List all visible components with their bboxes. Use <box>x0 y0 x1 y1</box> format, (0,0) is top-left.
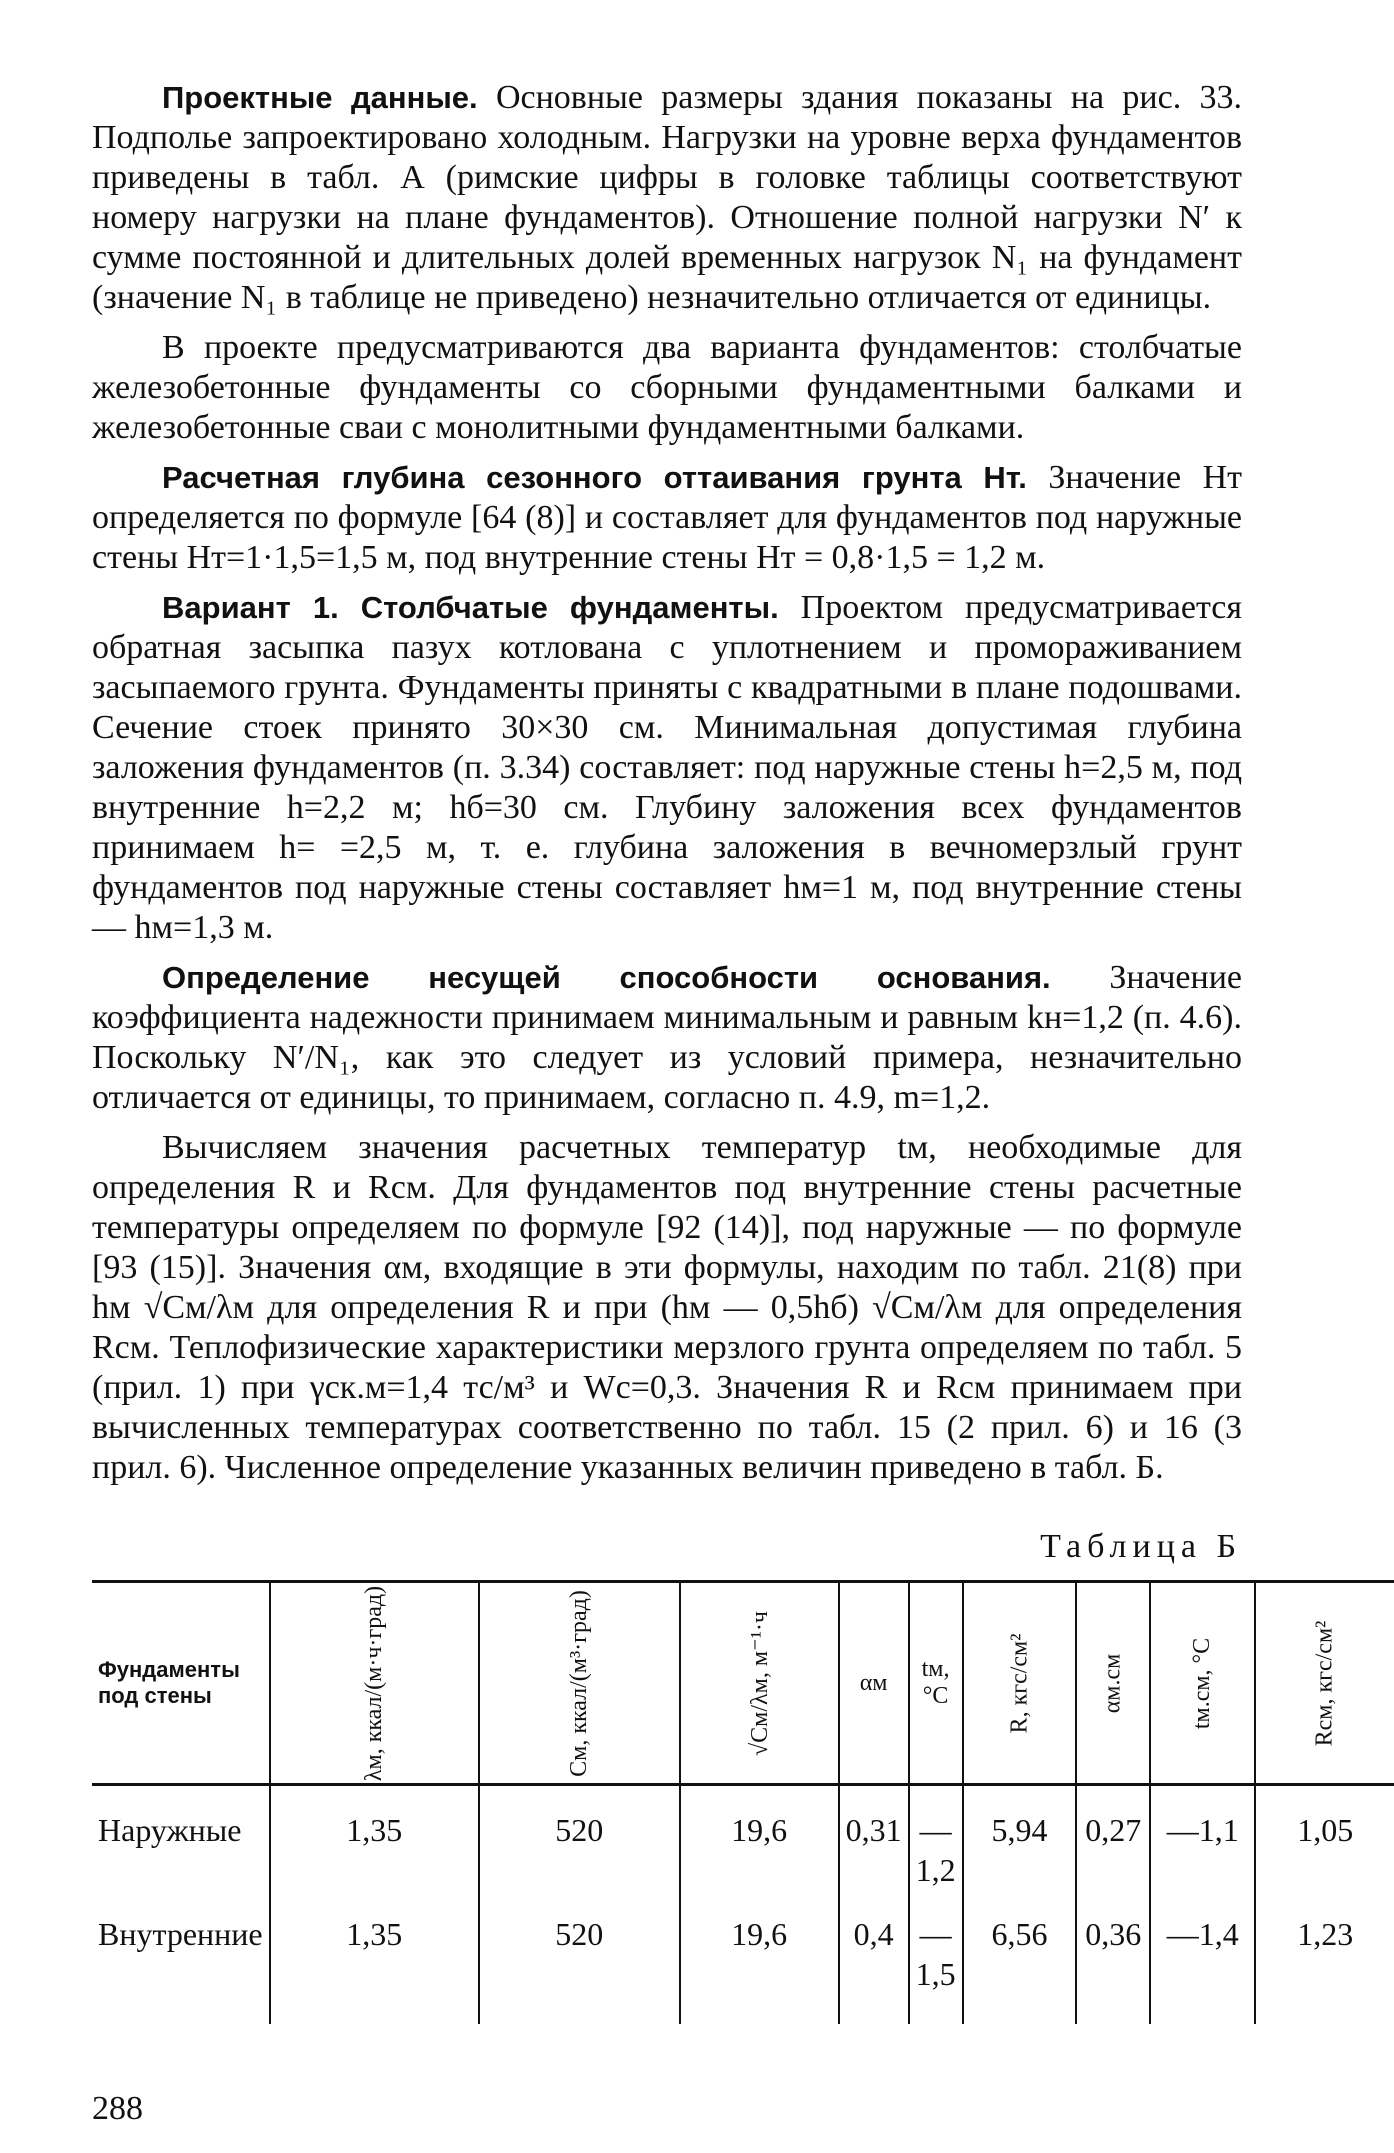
text-project-data: Основные размеры здания показаны на рис. 33. Подполье запроектировано холодным. Нагрузки на уровне верха фундаментов приведены в табл. А (римские цифры в головке таблицы соответствуют номеру нагрузки на плане фундаментов). Отношение полной нагрузки N′ к сумме постоянной и длительных долей временных нагрузок N₁ на фундамент (значение N₁ в таблице не приведено) незначительно отличается от единицы. <box>92 79 1243 316</box>
paragraph-project-data <box>92 78 1242 318</box>
header-sqrt-label: √Cм/λм, м⁻¹·ч <box>746 1610 773 1756</box>
paragraph-variant-1 <box>92 588 1242 948</box>
header-t <box>909 1582 963 1785</box>
lead-variant-1: Вариант 1. Столбчатые фундаменты. <box>162 590 779 625</box>
page-number: 288 <box>92 2090 143 2127</box>
table-cell: 0,4 <box>839 1890 909 2024</box>
table-cell: Внутренние <box>98 1916 263 1952</box>
table-caption: Таблица Б <box>1040 1528 1242 1565</box>
table-row <box>92 1890 1394 2024</box>
table-cell: 19,6 <box>680 1890 839 2024</box>
text-thaw-depth: Значение Hт определяется по формуле [64 (8)] и составляет для фундаментов под наружные стены Hт=1·1,5=1,5 м, под внутренние стены Hт = 0,8·1,5 = 1,2 м. <box>92 459 1242 576</box>
document-page <box>92 78 1354 2024</box>
table-row <box>92 1785 1394 1891</box>
table-cell: 6,56 <box>963 1890 1077 2024</box>
header-foundations: Фундаменты под стены <box>98 1657 240 1708</box>
header-alpha <box>839 1582 909 1785</box>
paragraph-bearing-capacity <box>92 958 1242 1118</box>
table-cell: 19,6 <box>680 1785 839 1891</box>
header-t-sm-label: tм.см, °C <box>1189 1637 1216 1729</box>
table-cell: 520 <box>479 1890 680 2024</box>
header-alpha-label: αм <box>859 1669 888 1696</box>
text-bearing-capacity: Значение коэффициента надежности принимаем минимальным и равным kн=1,2 (п. 4.6). Поскольку N′/N₁, как это следует из условий примера, незначительно отличается от единицы, то принимаем, согласно п. 4.9, m=1,2. <box>92 959 1242 1116</box>
header-lambda-label: λм, ккал/(м·ч·град) <box>360 1585 387 1781</box>
table-header-row <box>92 1582 1394 1785</box>
header-lambda <box>270 1582 479 1785</box>
table-cell: —1,1 <box>1150 1785 1255 1891</box>
table-cell: 520 <box>479 1785 680 1891</box>
table-cell: —1,2 <box>909 1785 963 1891</box>
header-t-label: tм, °C <box>921 1656 950 1709</box>
paragraph-variants <box>92 328 1242 448</box>
text-variants: В проекте предусматриваются два варианта фундаментов: столбчатые железобетонные фундаменты со сборными фундаментными балками и железобетонные сваи с монолитными фундаментными балками. <box>92 329 1242 446</box>
table-cell: 0,27 <box>1076 1785 1150 1891</box>
table-cell: 5,94 <box>963 1785 1077 1891</box>
text-variant-1: Проектом предусматривается обратная засыпка пазух котлована с уплотнением и промораживанием засыпаемого грунта. Фундаменты приняты с квадратными в плане подошвами. Сечение стоек принято 30×30 см. Минимальная допустимая глубина заложения фундаментов (п. 3.34) составляет: под наружные стены h=2,5 м, под внутренние h=2,2 м; hб=30 см. Глубину заложения всех фундаментов принимаем h= =2,5 м, т. е. глубина заложения в вечномерзлый грунт фундаментов под наружные стены составляет hм=1 м, под внутренние стены — hм=1,3 м. <box>92 589 1242 946</box>
table-cell: —1,5 <box>909 1890 963 2024</box>
lead-bearing-capacity: Определение несущей способности основания. <box>162 960 1051 995</box>
text-temperatures: Вычисляем значения расчетных температур tм, необходимые для определения R и Rсм. Для фундаментов под внутренние стены расчетные температуры определяем по формуле [92 (14)], под наружные — по формуле [93 (15)]. Значения αм, входящие в эти формулы, находим по табл. 21(8) при hм √Cм/λм для определения R и при (hм — 0,5hб) √Cм/λм для определения Rсм. Теплофизические характеристики мерзлого грунта определяем по табл. 5 (прил. 1) при γск.м=1,4 тс/м³ и Wc=0,3. Значения R и Rсм принимаем при вычисленных температурах соответственно по табл. 15 (2 прил. 6) и 16 (3 прил. 6). Численное определение указанных величин приведено в табл. Б. <box>92 1129 1242 1486</box>
header-r <box>963 1582 1077 1785</box>
table-cell: —1,4 <box>1150 1890 1255 2024</box>
table-cell: 0,31 <box>839 1785 909 1891</box>
lead-project-data: Проектные данные. <box>162 80 478 115</box>
header-r-label: R, кгс/см² <box>1006 1633 1033 1733</box>
header-alpha-sm-label: αм.см <box>1099 1653 1126 1713</box>
header-c <box>479 1582 680 1785</box>
header-sqrt <box>680 1582 839 1785</box>
lead-thaw-depth: Расчетная глубина сезонного оттаивания грунта Hт. <box>162 460 1027 495</box>
table-cell: 1,35 <box>270 1890 479 2024</box>
table-cell: 0,36 <box>1076 1890 1150 2024</box>
table-cell: 1,35 <box>270 1785 479 1891</box>
header-c-label: Cм, ккал/(м³·град) <box>565 1589 592 1777</box>
table-cell: 1,05 <box>1255 1785 1394 1891</box>
paragraph-thaw-depth <box>92 458 1242 578</box>
header-t-sm <box>1150 1582 1255 1785</box>
header-r-sm-label: Rсм, кгс/см² <box>1311 1620 1338 1746</box>
paragraph-temperatures <box>92 1128 1242 1488</box>
table-cell: Наружные <box>98 1812 242 1848</box>
header-alpha-sm <box>1076 1582 1150 1785</box>
table-cell: 1,23 <box>1255 1890 1394 2024</box>
table-b <box>92 1580 1394 2024</box>
header-r-sm <box>1255 1582 1394 1785</box>
